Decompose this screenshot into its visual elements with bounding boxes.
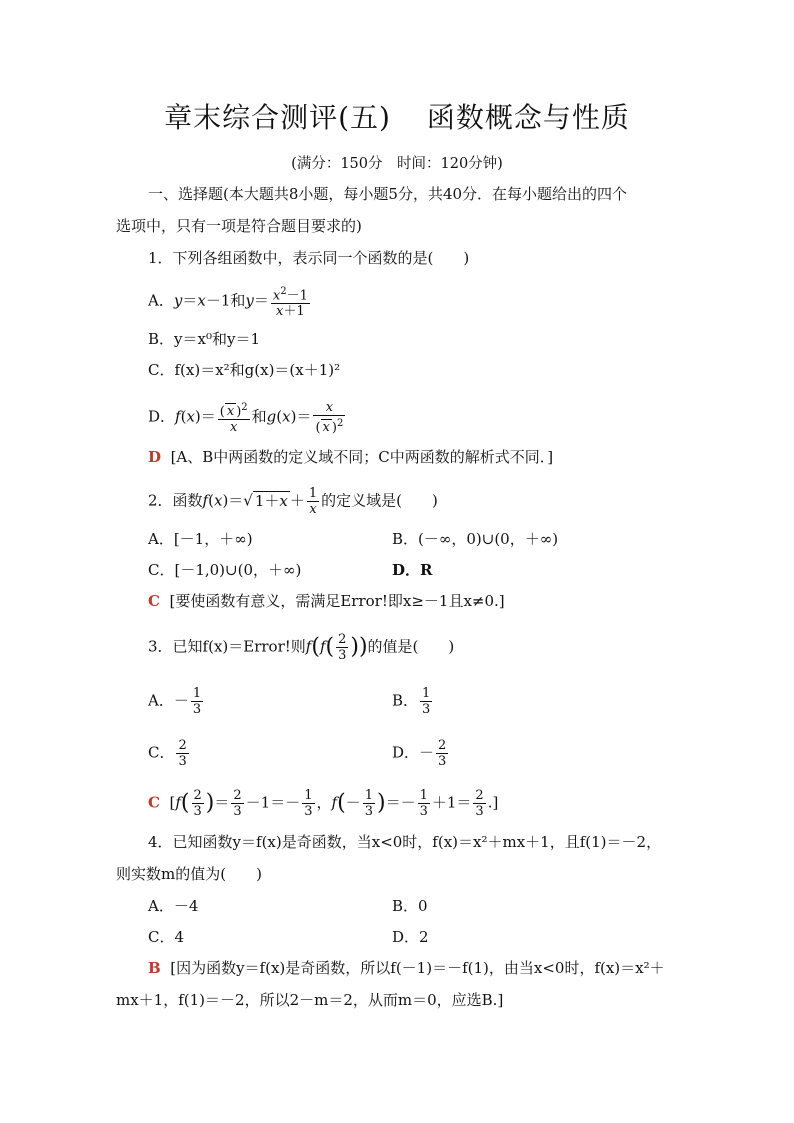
q4-answer-line2: mx＋1，f(1)＝－2，所以2－m＝2，从而m＝0，应选B.] (116, 991, 504, 1009)
q2-option-d: D．R (392, 561, 433, 579)
page-title (0, 96, 794, 136)
q3-answer-letter: C (148, 793, 160, 812)
q2-stem: 2．函数f(x)＝√ 1＋x ＋ $\frac{1}{x}$ 的定义域是( ) (148, 486, 438, 517)
q4-stem-line1: 4．已知函数y＝f(x)是奇函数，当x<0时，f(x)＝x²＋mx＋1，且f(1)＝－2， (148, 833, 662, 851)
q2-answer-letter: C (148, 592, 160, 610)
section-heading-line1: 一、选择题(本大题共8小题，每小题5分，共40分．在每小题给出的四个 (148, 185, 628, 203)
q4-answer-letter: B (148, 959, 161, 977)
exam-info: (满分：150分 时间：120分钟) (291, 156, 503, 172)
q2-option-b: B．(－∞，0)∪(0，＋∞) (392, 530, 559, 548)
q3-option-d: D．－ $\frac{2}{3}$ (392, 738, 447, 769)
q4-answer-text: [因为函数y＝f(x)是奇函数，所以f(－1)＝－f(1)，由当x<0时，f(x)＝x²＋ (170, 959, 665, 977)
title-topic: 函数概念与性质 (426, 101, 630, 134)
title-chapter: 章末综合测评(五) (164, 101, 391, 134)
q1-option-d: D．f(x)＝ $\frac{( x )^2}{x}$ 和g(x)＝ $\frac{x}{( x )^2}$ (148, 400, 344, 436)
q1-answer-text: [A、B中两函数的定义域不同；C中两函数的解析式不同．] (170, 448, 554, 466)
q2-option-c: C．[－1,0)∪(0，＋∞) (148, 561, 302, 579)
q2-answer (148, 591, 505, 611)
q3-option-c: C． $\frac{2}{3}$ (148, 738, 187, 769)
q1-stem: 1．下列各组函数中，表示同一个函数的是( ) (148, 249, 470, 267)
q4-option-b: B．0 (392, 897, 428, 915)
q2-answer-text: [要使函数有意义，需满足Error!即x≥－1且x≠0.] (169, 592, 505, 610)
q4-option-d: D．2 (392, 928, 429, 946)
q4-option-a: A．－4 (148, 897, 199, 915)
q3-option-a: A．－ $\frac{1}{3}$ (148, 686, 202, 717)
q4-stem-line2: 则实数m的值为( ) (116, 865, 262, 883)
section-heading-line2: 选项中，只有一项是符合题目要求的) (116, 217, 362, 235)
q1-option-c: C．f(x)＝x²和g(x)＝(x＋1)² (148, 361, 341, 379)
q3-stem: 3．已知f(x)＝Error!则f(f( $\frac{2}{3}$ ))的值是( ) (148, 632, 455, 663)
q1-option-a: A．y＝x－1和y＝ $\frac{x^2-1}{x+1}$ (148, 286, 308, 320)
q4-answer-line1 (148, 958, 665, 978)
q1-answer-letter: D (148, 448, 162, 466)
q1-option-b: B．y＝x⁰和y＝1 (148, 330, 260, 348)
q4-option-c: C．4 (148, 928, 185, 946)
q1-answer (148, 447, 553, 467)
q3-answer: C [f( $\frac{2}{3}$ )＝ $\frac{2}{3}$ －1＝－ $\frac{1}{3}$ ，f(－ $\frac{1}{3}$ )＝－ $\frac{1}{3}$ ＋1＝ $\frac{2}{3}$ .] (148, 788, 499, 819)
q2-option-a: A．[－1，＋∞) (148, 530, 253, 548)
q3-option-b: B． $\frac{1}{3}$ (392, 686, 431, 717)
